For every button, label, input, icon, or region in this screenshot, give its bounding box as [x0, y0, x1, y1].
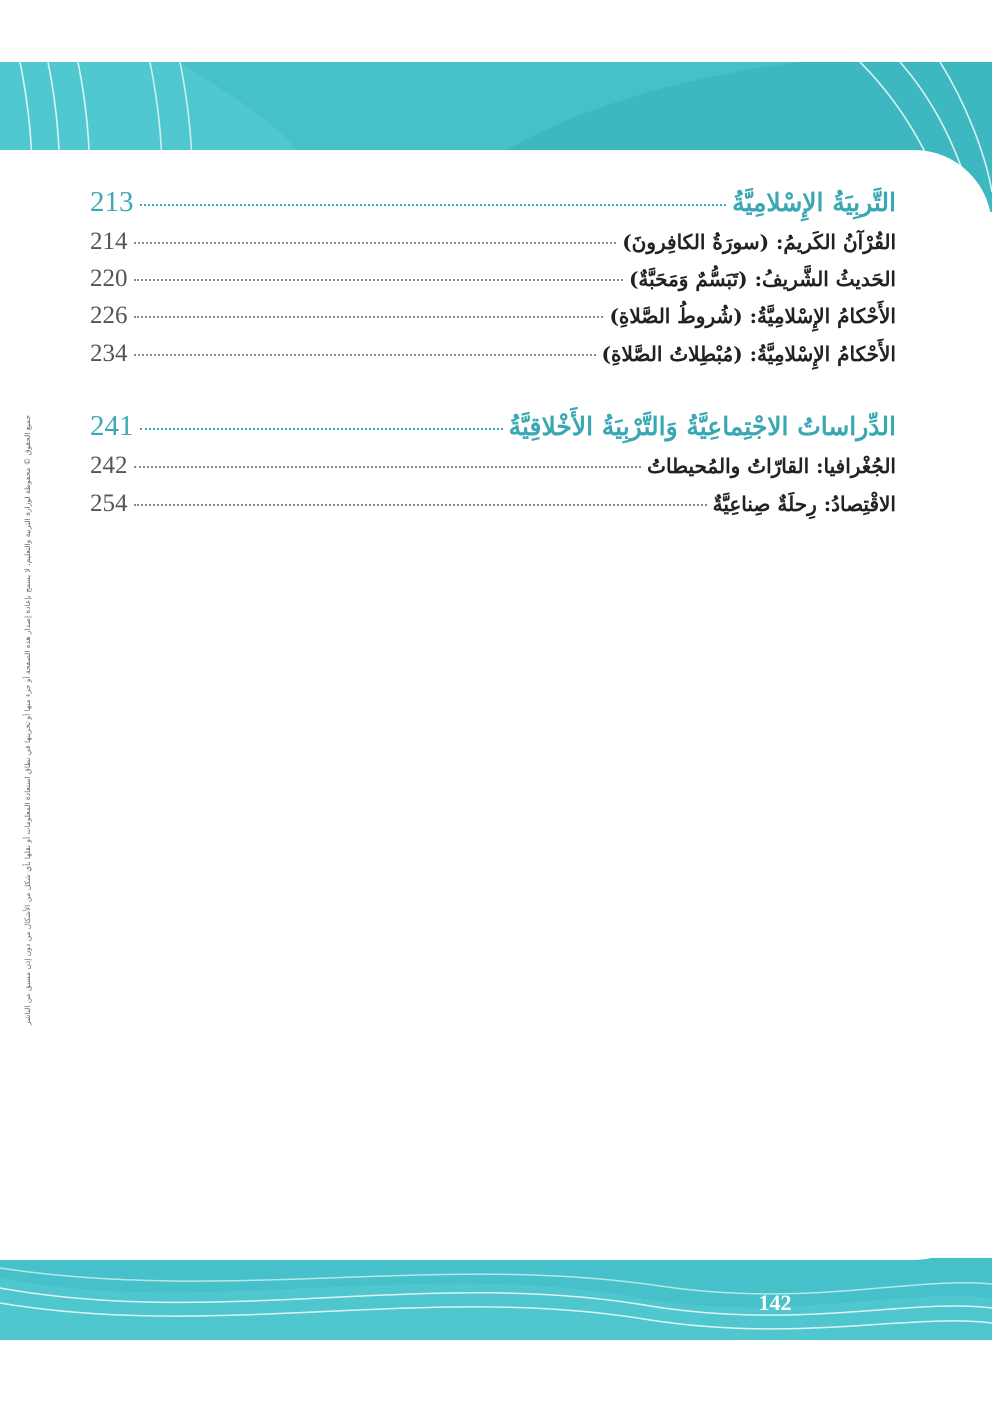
toc-page-number: 214: [90, 228, 128, 255]
toc-entry-label: الأَحْكامُ الإِسْلامِيَّةُ: (شُروطُ الصَّلاةِ): [609, 304, 896, 328]
toc-section-heading[interactable]: [90, 410, 896, 443]
toc-dot-leader: [134, 242, 617, 244]
toc-dot-leader: [140, 204, 727, 206]
toc-page-number: 241: [90, 410, 134, 442]
toc-entry-label: الاقْتِصادُ: رِحلَةٌ صِناعِيَّةٌ: [712, 492, 896, 516]
toc-entry[interactable]: [90, 490, 896, 518]
toc-dot-leader: [134, 316, 604, 318]
page-number: 142: [758, 1290, 792, 1315]
toc-entry[interactable]: [90, 228, 896, 256]
toc-dot-leader: [134, 354, 596, 356]
toc-entry-label: الحَديثُ الشَّريفُ: (تَبَسُّمٌ وَمَحَبَّةٌ): [628, 267, 896, 291]
copyright-side-note: جميع الحقوق © محفوظة لوزارة التربية والتعليم. لا يسمح بإعادة إصدار هذه الصفحة أو جزء منها أو تخزينها في نطاق استعادة المعلومات أو نقلها بأي شكل من الأشكال من دون إذن مسبق من الناشر: [23, 415, 32, 1025]
toc-dot-leader: [134, 504, 707, 506]
toc-page-number: 220: [90, 265, 128, 292]
toc-section-title: التَّربِيَةُ الإِسْلامِيَّةُ: [732, 188, 896, 217]
toc-page-number: 213: [90, 186, 134, 218]
toc-entry[interactable]: [90, 452, 896, 480]
toc-page-number: 234: [90, 340, 128, 367]
toc-section-title: الدِّراساتُ الاجْتِماعِيَّةُ وَالتَّرْبِيَةُ الأَخْلاقِيَّةُ: [508, 412, 896, 441]
toc-page-number: 254: [90, 490, 128, 517]
bottom-wave-pattern: [0, 1258, 992, 1340]
toc-entry[interactable]: [90, 340, 896, 368]
toc-entry-label: الجُغْرافيا: القارّاتُ والمُحيطاتُ: [647, 454, 896, 478]
toc-page-number: 226: [90, 302, 128, 329]
toc-section-heading[interactable]: [90, 186, 896, 219]
toc-entry[interactable]: [90, 265, 896, 293]
toc-dot-leader: [134, 279, 623, 281]
toc-entry-label: القُرْآنُ الكَريمُ: (سورَةُ الكافِرونَ): [622, 230, 896, 254]
toc-entry-label: الأَحْكامُ الإِسْلامِيَّةُ: (مُبْطِلاتُ الصَّلاةِ): [601, 342, 896, 366]
toc-dot-leader: [140, 428, 503, 430]
toc-page-number: 242: [90, 452, 128, 479]
toc-entry[interactable]: [90, 302, 896, 330]
bottom-decorative-band: [0, 1258, 992, 1340]
toc-dot-leader: [134, 466, 642, 468]
